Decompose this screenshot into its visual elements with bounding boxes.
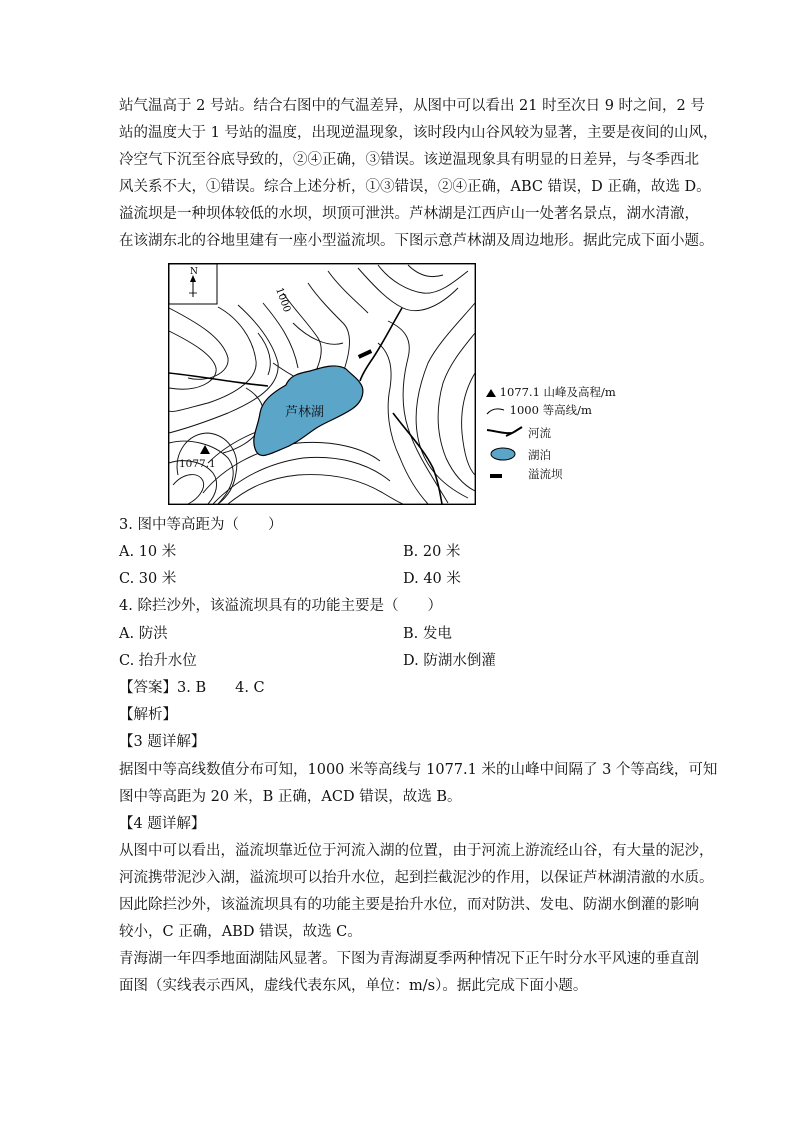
legend-river: 河流 — [528, 426, 551, 440]
q3-option-a: A. 10 米 — [119, 544, 177, 560]
body-text: 站的温度大于 1 号站的温度，出现逆温现象，该时段内山谷风较为显著，主要是夜间的山风， — [119, 125, 718, 141]
q3-detail: 据图中等高线数值分布可知，1000 米等高线与 1077.1 米的山峰中间隔了 3 个等高线，可知 — [119, 762, 718, 778]
question-3-stem: 3. 图中等高距为（ ） — [119, 517, 283, 533]
next-intro-text: 面图（实线表示西风，虚线代表东风，单位：m/s）。据此完成下面小题。 — [119, 978, 588, 994]
q4-detail: 因此除拦沙外，该溢流坝具有的功能主要是抬升水位，而对防洪、发电、防湖水倒灌的影响 — [119, 897, 699, 913]
next-intro-text: 青海湖一年四季地面湖陆风显著。下图为青海湖夏季两种情况下正午时分水平风速的垂直剖 — [119, 951, 699, 967]
question-4-stem: 4. 除拦沙外，该溢流坝具有的功能主要是（ ） — [119, 598, 442, 614]
q4-option-a: A. 防洪 — [119, 626, 168, 642]
lake-label: 芦林湖 — [285, 405, 325, 420]
q4-detail: 从图中可以看出，溢流坝靠近位于河流入湖的位置，由于河流上游流经山谷，有大量的泥沙， — [119, 843, 714, 859]
lake-legend-icon — [486, 446, 524, 462]
answer: 【答案】3. B 4. C — [119, 680, 265, 696]
topographic-map — [168, 263, 476, 505]
q4-detail: 河流携带泥沙入湖，溢流坝可以抬升水位，起到拦截泥沙的作用，以保证芦林湖清澈的水质。 — [119, 870, 714, 886]
q3-option-d: D. 40 米 — [403, 571, 461, 587]
north-label: N — [190, 267, 198, 277]
intro-text: 溢流坝是一种坝体较低的水坝，坝顶可泄洪。芦林湖是江西庐山一处著名景点，湖水清澈， — [119, 206, 699, 222]
body-text: 风关系不大，①错误。综合上述分析，①③错误，②④正确，ABC 错误，D 正确，故选 D。 — [119, 179, 711, 195]
q4-option-c: C. 抬升水位 — [119, 653, 197, 669]
q3-option-c: C. 30 米 — [119, 571, 177, 587]
q4-detail: 较小，C 正确，ABD 错误，故选 C。 — [119, 924, 362, 940]
legend-dam: 溢流坝 — [528, 467, 563, 481]
peak-legend-icon — [486, 388, 496, 398]
legend-contour-num: 1000 — [509, 403, 539, 417]
contour-label: 1000 — [273, 286, 293, 314]
river-legend-icon — [486, 426, 524, 440]
dam-legend-icon — [486, 471, 524, 481]
q3-detail: 图中等高距为 20 米，B 正确，ACD 错误，故选 B。 — [119, 789, 462, 805]
peak-label: 1077.1 — [179, 458, 216, 470]
body-text: 冷空气下沉至谷底导致的，②④正确，③错误。该逆温现象具有明显的日差异，与冬季西北 — [119, 152, 699, 168]
q3-detail-heading: 【3 题详解】 — [119, 734, 206, 750]
intro-text: 在该湖东北的谷地里建有一座小型溢流坝。下图示意芦林湖及周边地形。据此完成下面小题。 — [119, 233, 714, 249]
q3-option-b: B. 20 米 — [403, 544, 461, 560]
body-text: 站气温高于 2 号站。结合右图中的气温差异，从图中可以看出 21 时至次日 9 时之间，2 号 — [119, 98, 705, 114]
legend-lake: 湖泊 — [528, 448, 551, 462]
q4-option-d: D. 防湖水倒灌 — [403, 653, 496, 669]
q4-detail-heading: 【4 题详解】 — [119, 816, 206, 832]
contour-legend-icon — [486, 405, 506, 417]
legend-contour: 等高线/m — [542, 403, 592, 417]
analysis-heading: 【解析】 — [119, 707, 177, 723]
legend-peak: 1077.1 山峰及高程/m — [499, 385, 616, 399]
q4-option-b: B. 发电 — [403, 626, 452, 642]
